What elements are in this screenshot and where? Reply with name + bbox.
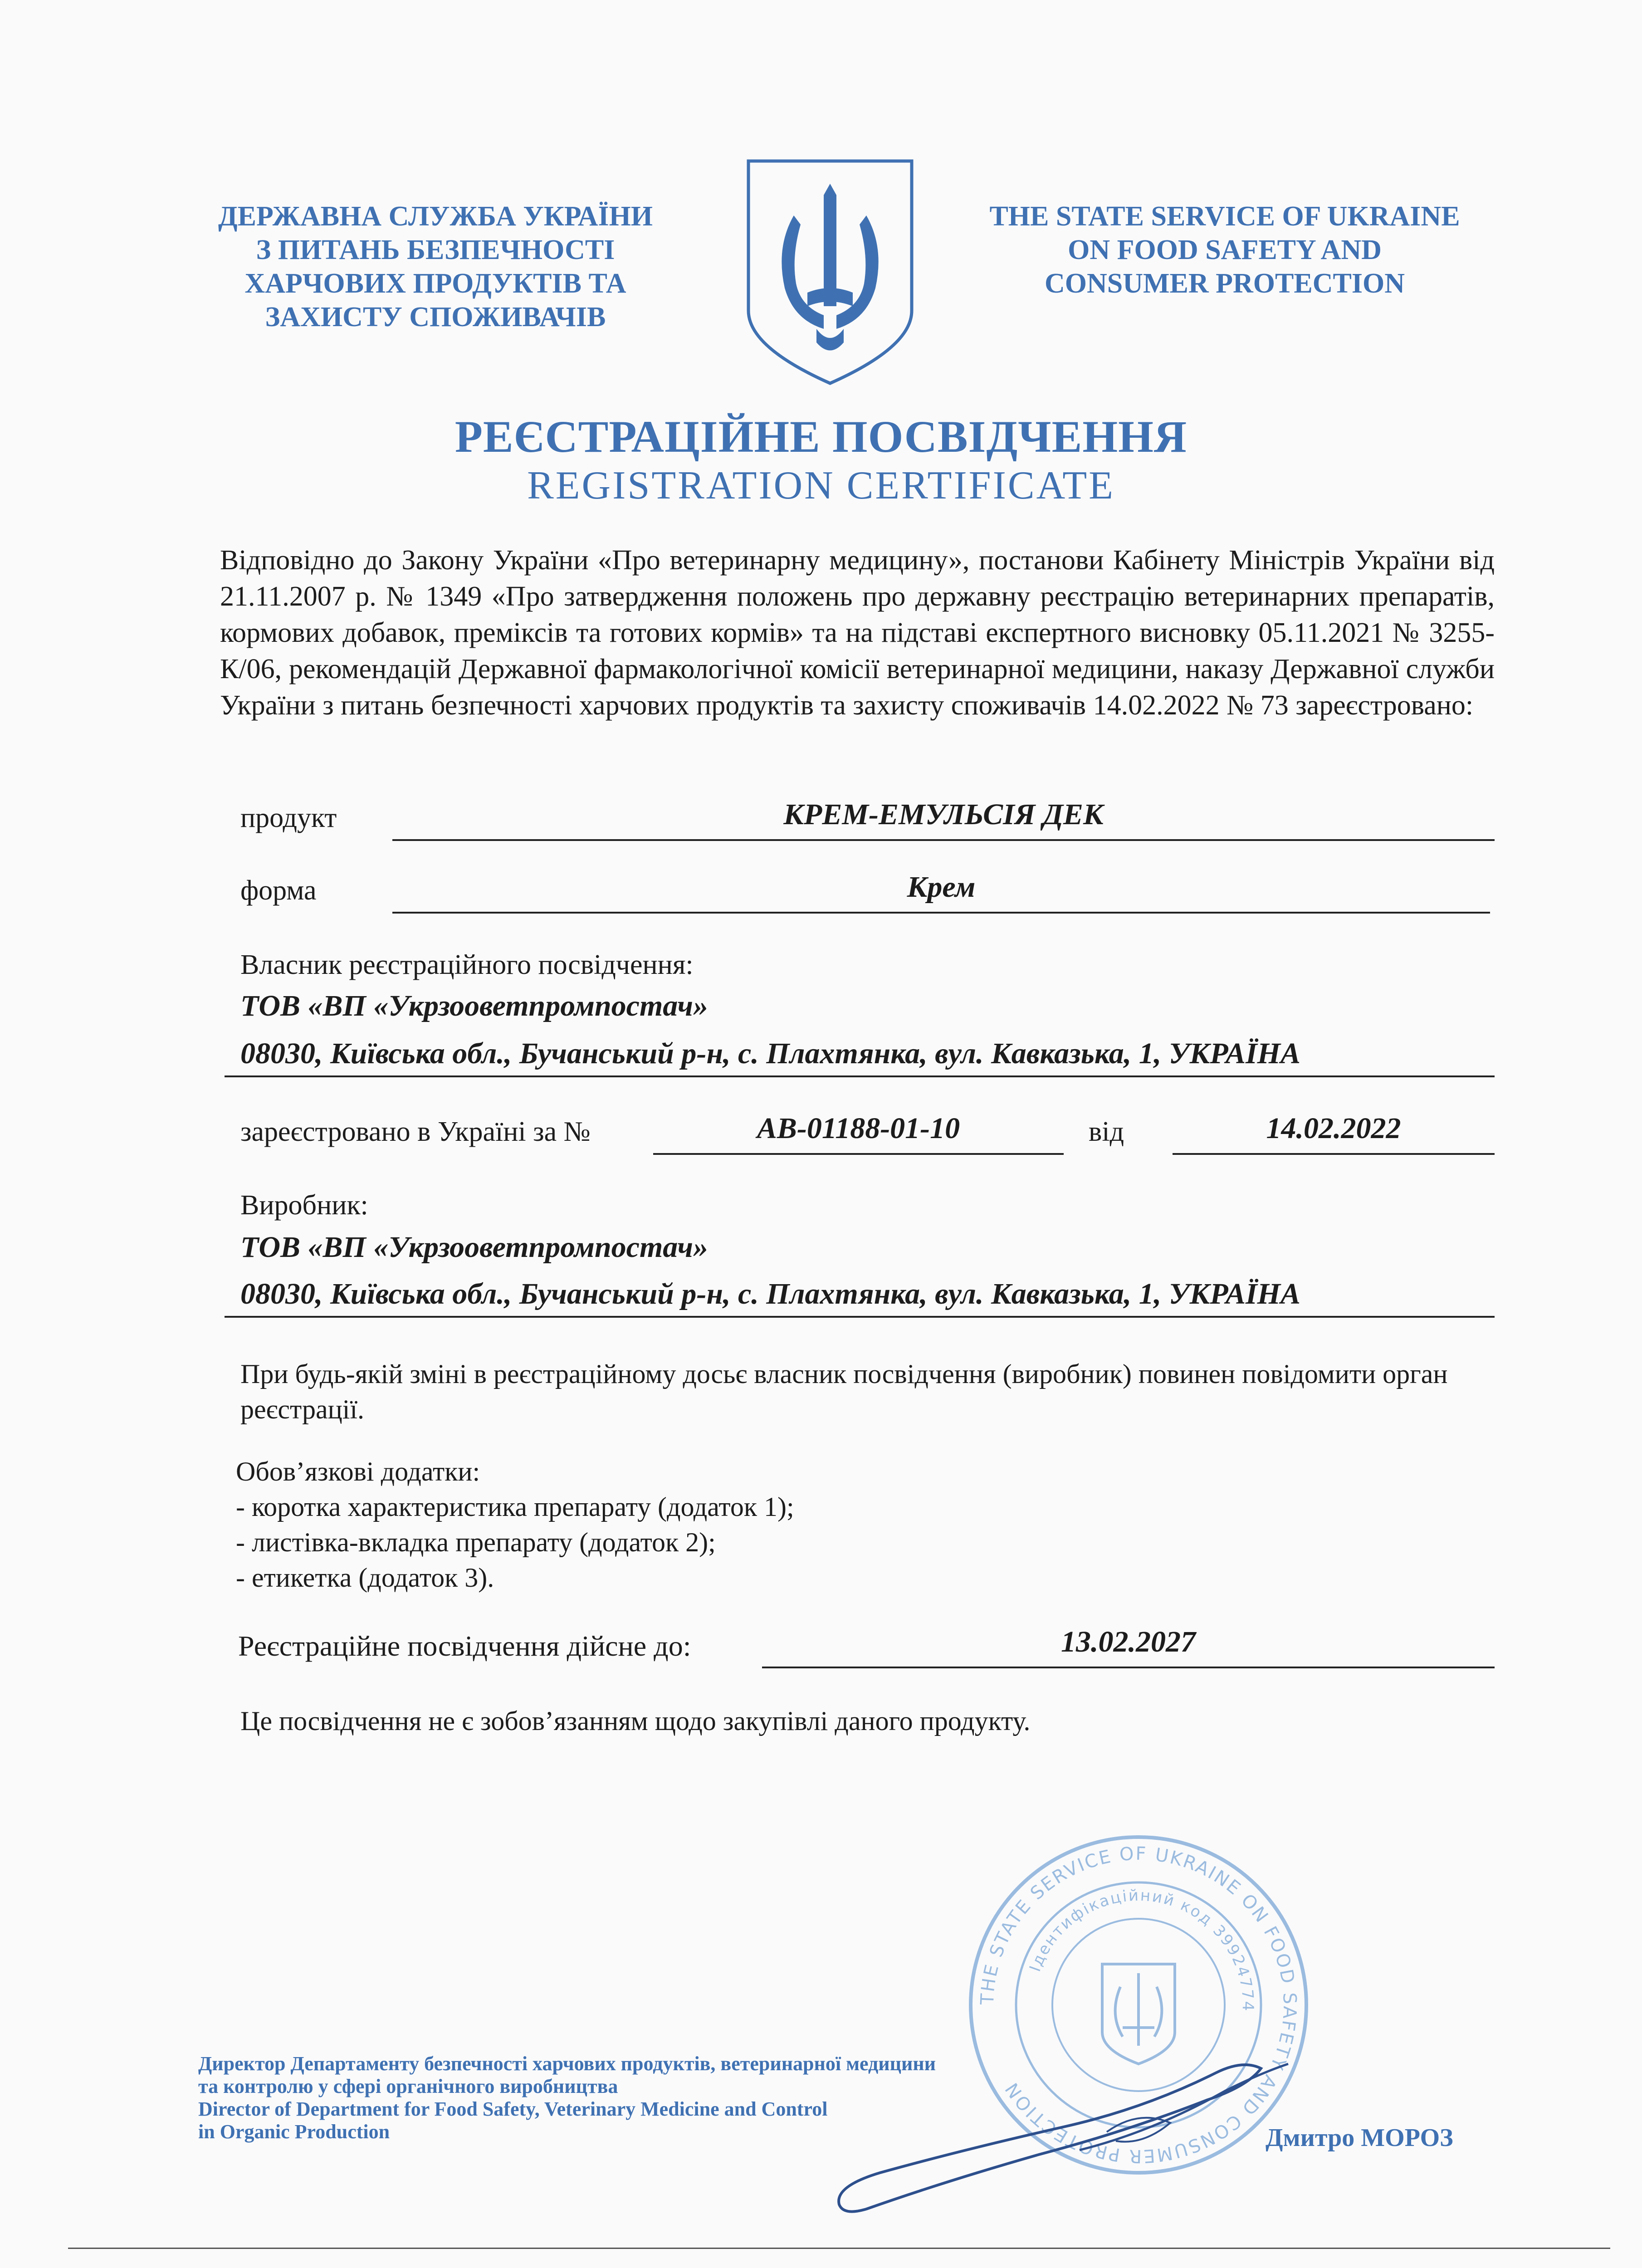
owner-name: ТОВ «ВП «Укрзооветпромпостач»: [240, 989, 709, 1022]
document-title-en: REGISTRATION CERTIFICATE: [527, 464, 1115, 508]
director-title-line: Director of Department for Food Safety, Veterinary Medicine and Control: [198, 2098, 828, 2120]
header-en-line: CONSUMER PROTECTION: [1044, 268, 1405, 299]
header-en-authority: [962, 200, 1488, 300]
svg-text:Ідентифікаційний код 39924774: [1026, 1887, 1257, 2013]
legal-basis-paragraph: Відповідно до Закону України «Про ветеринарну медицину», постанови Кабінету Міністрів України від 21.11.2007 р. № 1349 «Про затвердження положень про державну реєстрацію ветеринарних препаратів, кормових добавок, преміксів та готових кормів» та на підставі експертного висновку 05.11.2021 № 3255-К/06, рекомендацій Державної фармакологічної комісії ветеринарної медицини, наказу Державної служби України з питань безпечності харчових продуктів та захисту споживачів 14.02.2022 № 73 зареєстровано:: [220, 545, 1495, 721]
registration-number-label: зареєстровано в Україні за №: [240, 1116, 591, 1147]
document-title-ua: РЕЄСТРАЦІЙНЕ ПОСВІДЧЕННЯ: [454, 411, 1188, 462]
header-en-line: THE STATE SERVICE OF UKRAINE: [989, 201, 1460, 232]
form-value: Крем: [392, 870, 1490, 914]
manufacturer-name: ТОВ «ВП «Укрзооветпромпостач»: [240, 1231, 709, 1264]
signatory-name: Дмитро МОРОЗ: [1266, 2124, 1453, 2152]
change-notice: При будь-якій зміні в реєстраційному досьє власник посвідчення (виробник) повинен повідомити орган реєстрації.: [240, 1359, 1448, 1424]
owner-label: Власник реєстраційного посвідчення:: [240, 949, 694, 980]
bottom-divider: [68, 2248, 1610, 2249]
attachment-item: - етикетка (додаток 3).: [236, 1563, 494, 1593]
coat-of-arms-icon: [744, 156, 916, 388]
header-en-line: ON FOOD SAFETY AND: [1068, 235, 1382, 265]
registration-date-label: від: [1089, 1116, 1124, 1147]
product-label: продукт: [240, 802, 337, 833]
registration-number: АВ-01188-01-10: [653, 1111, 1064, 1155]
seal-inner-text: Ідентифікаційний код 39924774: [1026, 1886, 1257, 2013]
manufacturer-label: Виробник:: [240, 1190, 368, 1221]
header-ua-authority: [191, 200, 680, 334]
form-label: форма: [240, 875, 317, 906]
disclaimer: Це посвідчення не є зобов’язанням щодо закупівлі даного продукту.: [240, 1706, 1031, 1736]
attachments-list: [236, 1454, 1234, 1595]
header-ua-line: ДЕРЖАВНА СЛУЖБА УКРАЇНИ: [218, 201, 653, 232]
header-ua-line: ЗАХИСТУ СПОЖИВАЧІВ: [265, 302, 606, 332]
attachment-item: - листівка-вкладка препарату (додаток 2);: [236, 1527, 716, 1557]
manufacturer-address: 08030, Київська обл., Бучанський р-н, с. Плахтянка, вул. Кавказька, 1, УКРАЇНА: [225, 1277, 1495, 1318]
attachment-item: - коротка характеристика препарату (додаток 1);: [236, 1492, 794, 1522]
director-title-line: та контролю у сфері органічного виробництва: [198, 2075, 618, 2097]
attachments-heading: Обов’язкові додатки:: [236, 1457, 480, 1486]
product-value: КРЕМ-ЕМУЛЬСІЯ ДЕК: [392, 797, 1495, 841]
header-ua-line: З ПИТАНЬ БЕЗПЕЧНОСТІ: [256, 235, 615, 265]
registration-date: 14.02.2022: [1173, 1111, 1495, 1155]
validity-label: Реєстраційне посвідчення дійсне до:: [238, 1630, 691, 1662]
header-ua-line: ХАРЧОВИХ ПРОДУКТІВ ТА: [244, 268, 626, 299]
owner-address: 08030, Київська обл., Бучанський р-н, с. Плахтянка, вул. Кавказька, 1, УКРАЇНА: [225, 1036, 1495, 1077]
director-title-line: in Organic Production: [198, 2121, 390, 2143]
handwritten-signature: [826, 2037, 1306, 2227]
director-title-line: Директор Департаменту безпечності харчових продуктів, ветеринарної медицини: [198, 2053, 936, 2075]
validity-date: 13.02.2027: [762, 1625, 1495, 1668]
seal-outer-text: THE STATE SERVICE OF UKRAINE ON FOOD SAFETY AND CONSUMER PROTECTION: [977, 1843, 1300, 2167]
